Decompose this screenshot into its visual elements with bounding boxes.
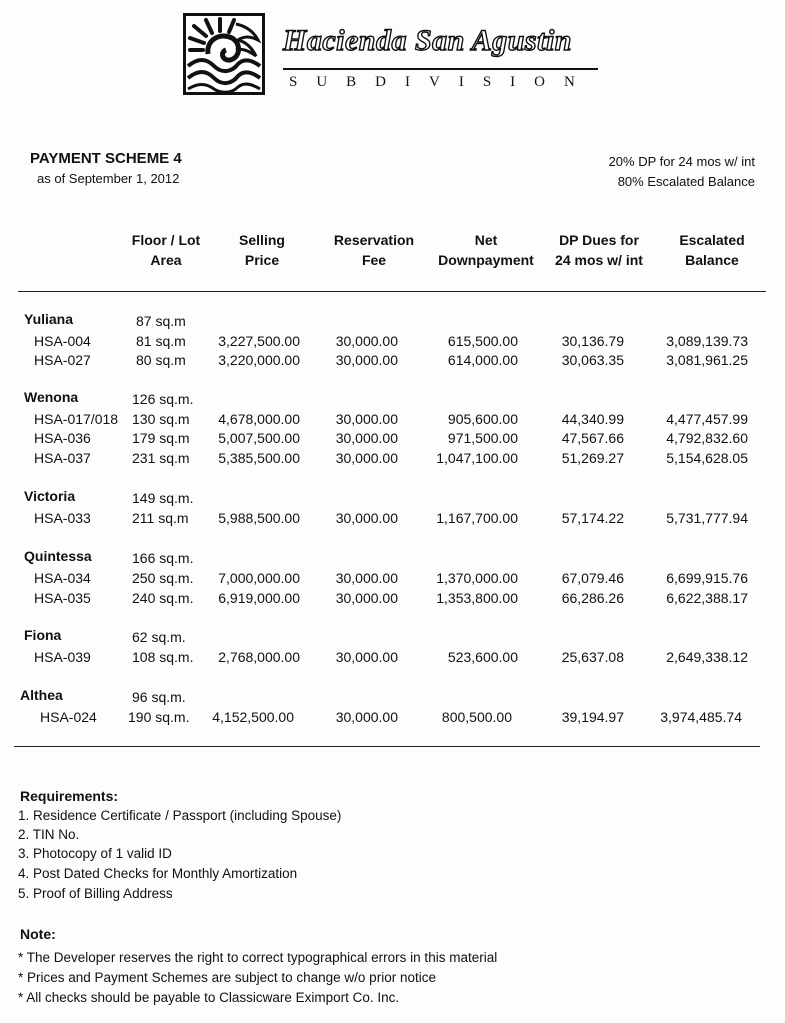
brand-divider xyxy=(283,68,598,70)
net-downpayment: 523,600.00 xyxy=(447,649,518,665)
floor-area: 126 sq.m. xyxy=(132,391,194,407)
header-line: Selling xyxy=(239,232,285,248)
floor-area: 87 sq.m xyxy=(136,313,186,329)
selling-price: 5,988,500.00 xyxy=(218,510,300,526)
header-line: Net xyxy=(474,232,498,248)
reservation-fee: 30,000.00 xyxy=(335,450,398,466)
unit-id: HSA-037 xyxy=(34,450,91,466)
dp-dues: 67,079.46 xyxy=(561,570,624,586)
unit-id: HSA-017/018 xyxy=(34,411,119,427)
escalated-balance: 3,089,139.73 xyxy=(666,333,748,349)
escalated-balance: 3,974,485.74 xyxy=(660,709,742,725)
escalated-balance: 3,081,961.25 xyxy=(666,352,748,368)
header-line: Floor / Lot xyxy=(131,232,201,248)
dp-dues: 25,637.08 xyxy=(561,649,624,665)
net-downpayment: 800,500.00 xyxy=(441,709,512,725)
reservation-fee: 30,000.00 xyxy=(335,590,398,606)
note-item: * The Developer reserves the right to correct typographical errors in this material xyxy=(18,950,498,965)
unit-id: HSA-035 xyxy=(34,590,91,606)
escalated-balance: 4,477,457.99 xyxy=(666,411,748,427)
sun-wave-logo xyxy=(183,13,265,95)
lot-area: 250 sq.m. xyxy=(132,570,194,586)
unit-id: HSA-039 xyxy=(34,649,91,665)
lot-area: 81 sq.m xyxy=(136,333,186,349)
selling-price: 2,768,000.00 xyxy=(218,649,300,665)
requirement-item: 5. Proof of Billing Address xyxy=(18,886,173,901)
header-line: Downpayment xyxy=(438,252,534,268)
lot-area: 179 sq.m xyxy=(132,430,190,446)
net-downpayment: 1,047,100.00 xyxy=(436,450,518,466)
escalated-balance: 5,154,628.05 xyxy=(666,450,748,466)
reservation-fee: 30,000.00 xyxy=(335,570,398,586)
lot-area: 231 sq.m xyxy=(132,450,190,466)
brand-subtitle: SUBDIVISION xyxy=(289,74,594,90)
requirement-item: 2. TIN No. xyxy=(18,827,80,842)
model-name: Victoria xyxy=(24,488,76,504)
net-downpayment: 1,167,700.00 xyxy=(436,510,518,526)
selling-price: 6,919,000.00 xyxy=(218,590,300,606)
net-downpayment: 614,000.00 xyxy=(447,352,518,368)
lot-area: 130 sq.m xyxy=(132,411,190,427)
lot-area: 240 sq.m. xyxy=(132,590,194,606)
header-line: Fee xyxy=(361,252,387,268)
unit-id: HSA-004 xyxy=(34,333,91,349)
model-name: Wenona xyxy=(24,389,79,405)
escalated-balance: 2,649,338.12 xyxy=(666,649,748,665)
escalated-balance: 5,731,777.94 xyxy=(666,510,748,526)
selling-price: 4,678,000.00 xyxy=(218,411,300,427)
dp-dues: 39,194.97 xyxy=(561,709,624,725)
net-downpayment: 971,500.00 xyxy=(447,430,518,446)
escalated-balance: 6,699,915.76 xyxy=(666,570,748,586)
dp-dues: 57,174.22 xyxy=(561,510,624,526)
header-selling-price xyxy=(216,230,308,270)
unit-id: HSA-027 xyxy=(34,352,91,368)
dp-dues: 30,063.35 xyxy=(561,352,624,368)
header-line: DP Dues for xyxy=(559,232,639,248)
selling-price: 5,385,500.00 xyxy=(218,450,300,466)
net-downpayment: 905,600.00 xyxy=(447,411,518,427)
header-escalated-balance xyxy=(664,230,760,270)
net-downpayment: 1,353,800.00 xyxy=(436,590,518,606)
payment-terms xyxy=(609,152,755,192)
floor-area: 166 sq.m. xyxy=(132,550,194,566)
header-line: Balance xyxy=(685,252,739,268)
selling-price: 3,220,000.00 xyxy=(218,352,300,368)
model-name: Yuliana xyxy=(24,311,74,327)
dp-dues: 44,340.99 xyxy=(561,411,624,427)
table-top-rule xyxy=(18,291,766,292)
unit-id: HSA-036 xyxy=(34,430,91,446)
unit-id: HSA-034 xyxy=(34,570,91,586)
note-title: Note: xyxy=(20,926,56,942)
brand-name: Hacienda San Agustin xyxy=(283,24,572,57)
dp-dues: 30,136.79 xyxy=(561,333,624,349)
selling-price: 3,227,500.00 xyxy=(218,333,300,349)
scheme-date: as of September 1, 2012 xyxy=(37,171,180,186)
requirements-title: Requirements: xyxy=(20,788,119,804)
escalated-balance: 6,622,388.17 xyxy=(666,590,748,606)
terms-line: 80% Escalated Balance xyxy=(617,174,755,189)
requirement-item: 3. Photocopy of 1 valid ID xyxy=(18,846,172,861)
terms-line: 20% DP for 24 mos w/ int xyxy=(608,154,755,169)
header-line: Escalated xyxy=(679,232,745,248)
header-line: Price xyxy=(244,252,280,268)
note-item: * Prices and Payment Schemes are subject to change w/o prior notice xyxy=(18,970,436,985)
header-dp-dues xyxy=(544,230,654,270)
header-line: 24 mos w/ int xyxy=(555,252,643,268)
reservation-fee: 30,000.00 xyxy=(335,352,398,368)
lot-area: 80 sq.m xyxy=(136,352,186,368)
reservation-fee: 30,000.00 xyxy=(335,709,398,725)
selling-price: 7,000,000.00 xyxy=(218,570,300,586)
floor-area: 149 sq.m. xyxy=(132,490,194,506)
selling-price: 4,152,500.00 xyxy=(212,709,294,725)
note-item: * All checks should be payable to Classicware Eximport Co. Inc. xyxy=(18,990,400,1005)
escalated-balance: 4,792,832.60 xyxy=(666,430,748,446)
lot-area: 190 sq.m. xyxy=(128,709,190,725)
lot-area: 108 sq.m. xyxy=(132,649,194,665)
unit-id: HSA-033 xyxy=(34,510,91,526)
reservation-fee: 30,000.00 xyxy=(335,510,398,526)
header-line: Reservation xyxy=(333,232,415,248)
scheme-title: PAYMENT SCHEME 4 xyxy=(30,150,182,167)
reservation-fee: 30,000.00 xyxy=(335,649,398,665)
dp-dues: 66,286.26 xyxy=(561,590,624,606)
requirement-item: 1. Residence Certificate / Passport (including Spouse) xyxy=(18,808,342,823)
dp-dues: 51,269.27 xyxy=(561,450,624,466)
reservation-fee: 30,000.00 xyxy=(335,430,398,446)
unit-id: HSA-024 xyxy=(40,709,97,725)
header-net-downpayment xyxy=(428,230,544,270)
reservation-fee: 30,000.00 xyxy=(335,411,398,427)
model-name: Fiona xyxy=(24,627,62,643)
requirement-item: 4. Post Dated Checks for Monthly Amortization xyxy=(18,866,298,881)
model-name: Althea xyxy=(20,687,63,703)
floor-area: 96 sq.m. xyxy=(132,689,186,705)
lot-area: 211 sq.m xyxy=(132,510,189,526)
selling-price: 5,007,500.00 xyxy=(218,430,300,446)
header-reservation-fee xyxy=(326,230,422,270)
net-downpayment: 1,370,000.00 xyxy=(436,570,518,586)
table-bottom-rule xyxy=(14,746,760,747)
net-downpayment: 615,500.00 xyxy=(447,333,518,349)
dp-dues: 47,567.66 xyxy=(561,430,624,446)
model-name: Quintessa xyxy=(24,548,92,564)
floor-area: 62 sq.m. xyxy=(132,629,186,645)
header-floor-lot-area xyxy=(120,230,212,270)
reservation-fee: 30,000.00 xyxy=(335,333,398,349)
header-line: Area xyxy=(150,252,182,268)
